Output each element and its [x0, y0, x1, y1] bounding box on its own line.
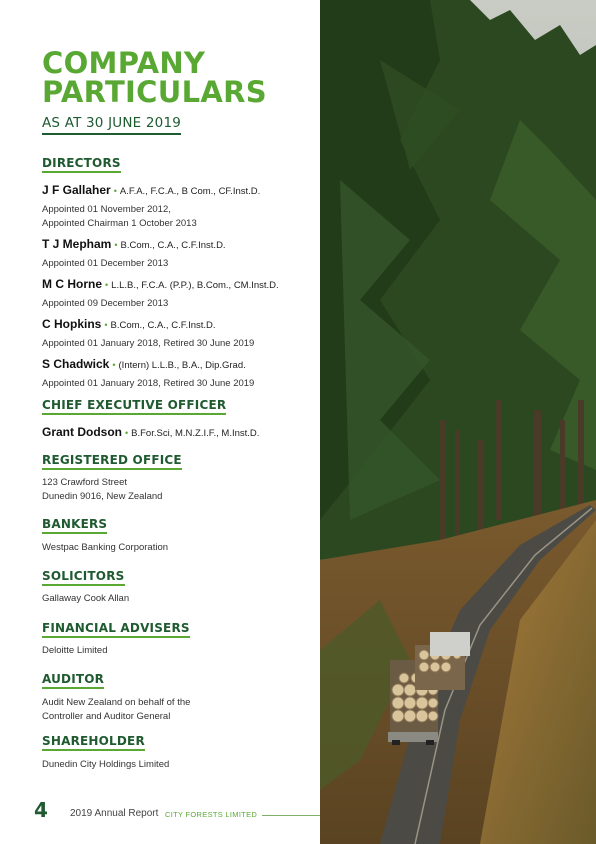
registered-office-heading: REGISTERED OFFICE	[42, 453, 182, 470]
ceo-name: Grant Dodson	[42, 425, 122, 439]
footer-report-label: 2019 Annual Report	[70, 808, 159, 819]
director-entry	[42, 181, 312, 231]
bankers-text: Westpac Banking Corporation	[42, 542, 169, 553]
bullet-icon: •	[113, 186, 117, 196]
shareholder-text: Dunedin City Holdings Limited	[42, 759, 170, 770]
director-name: M C Horne	[42, 277, 102, 291]
auditor-heading: AUDITOR	[42, 672, 104, 689]
bankers-heading: BANKERS	[42, 517, 107, 534]
ceo-heading: CHIEF EXECUTIVE OFFICER	[42, 398, 226, 415]
page-subtitle: AS AT 30 JUNE 2019	[42, 115, 181, 135]
shareholder-heading: SHAREHOLDER	[42, 734, 145, 751]
director-quals: B.Com., C.A., C.F.Inst.D.	[120, 240, 226, 251]
director-entry	[42, 275, 312, 311]
director-entry	[42, 315, 312, 351]
director-name: T J Mepham	[42, 237, 112, 251]
bullet-icon: •	[125, 428, 129, 438]
log-truck-forest-road-photo	[320, 0, 596, 844]
bullet-icon: •	[105, 280, 109, 290]
director-quals: L.L.B., F.C.A. (P.P.), B.Com., CM.Inst.D.	[111, 280, 279, 291]
director-quals: (Intern) L.L.B., B.A., Dip.Grad.	[118, 360, 246, 371]
ceo-entry	[42, 423, 312, 441]
director-note: Appointed 01 November 2012, Appointed Chairman 1 October 2013	[42, 204, 197, 229]
financial-advisers-heading: FINANCIAL ADVISERS	[42, 621, 190, 638]
financial-advisers-text: Deloitte Limited	[42, 645, 108, 656]
director-name: S Chadwick	[42, 357, 110, 371]
director-entry	[42, 355, 312, 391]
solicitors-heading: SOLICITORS	[42, 569, 125, 586]
bullet-icon: •	[112, 360, 116, 370]
footer-company-name: CITY FORESTS LIMITED	[165, 810, 258, 819]
bullet-icon: •	[114, 240, 118, 250]
page-number: 4	[34, 798, 48, 822]
director-note: Appointed 01 January 2018, Retired 30 June 2019	[42, 378, 255, 389]
solicitors-text: Gallaway Cook Allan	[42, 593, 130, 604]
director-quals: A.F.A., F.C.A., B Com., CF.Inst.D.	[119, 186, 261, 197]
director-entry	[42, 235, 312, 271]
registered-office-address: 123 Crawford Street Dunedin 9016, New Zealand	[42, 477, 163, 502]
director-quals: B.Com., C.A., C.F.Inst.D.	[110, 320, 216, 331]
bullet-icon: •	[104, 320, 108, 330]
director-note: Appointed 09 December 2013	[42, 298, 169, 309]
directors-heading: DIRECTORS	[42, 156, 121, 173]
ceo-quals: B.For.Sci, M.N.Z.I.F., M.Inst.D.	[131, 428, 260, 439]
director-name: C Hopkins	[42, 317, 102, 331]
director-note: Appointed 01 January 2018, Retired 30 June 2019	[42, 338, 255, 349]
director-note: Appointed 01 December 2013	[42, 258, 169, 269]
auditor-text: Audit New Zealand on behalf of the Controller and Auditor General	[42, 697, 191, 722]
page-title: COMPANY PARTICULARS	[42, 46, 267, 109]
director-name: J F Gallaher	[42, 183, 111, 197]
